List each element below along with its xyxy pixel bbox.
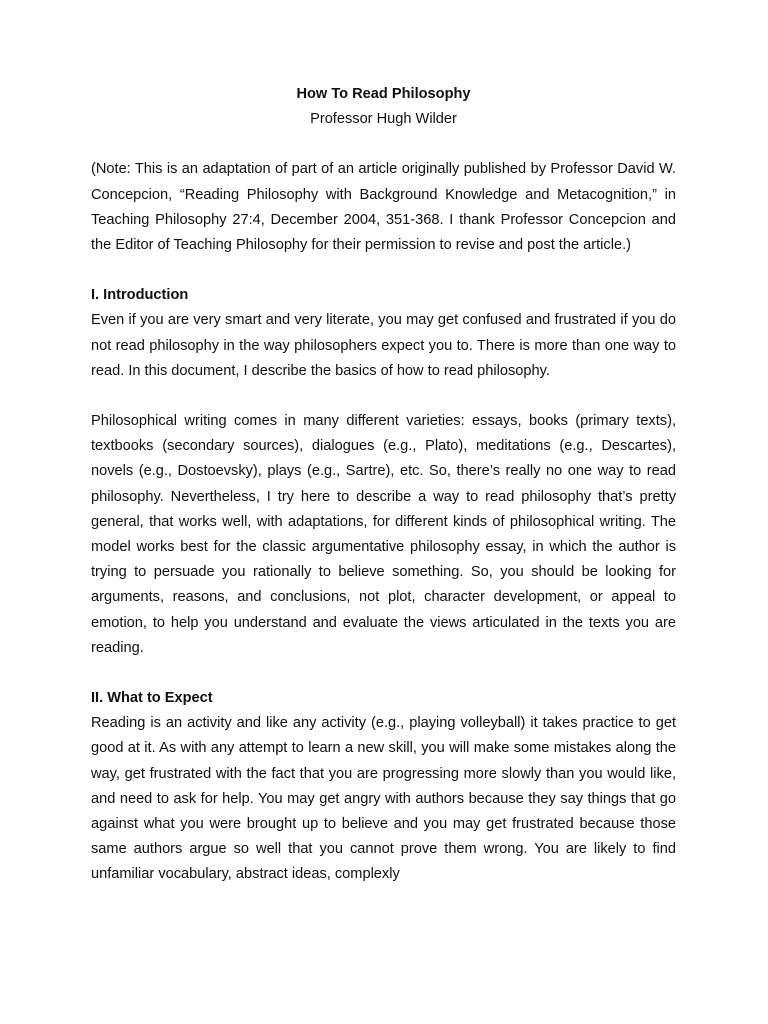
document-title: How To Read Philosophy: [296, 86, 471, 102]
document-author: Professor Hugh Wilder: [310, 111, 457, 128]
introduction-paragraph-2: Philosophical writing comes in many different varieties: essays, books (primary texts), textbooks (secondary sources), dialogues (e.g., Plato), meditations (e.g., Descartes), novels (e.g., Dostoevsky), plays (e.g., Sartre), etc. So, there’s really no one way to read philosophy. Nevertheless, I try here to describe a way to read philosophy that’s pretty general, that works well, with adaptations, for different kinds of philosophical writing. The model works best for the classic argumentative philosophy essay, in which the author is trying to persuade you rationally to believe something. So, you should be looking for arguments, reasons, and conclusions, not plot, character development, or appeal to emotion, to help you understand and evaluate the views articulated in the texts you are reading.: [91, 413, 676, 656]
introduction-paragraph-1: Even if you are very smart and very literate, you may get confused and frustrated if you do not read philosophy in the way philosophers expect you to. There is more than one way to read. In this document, I describe the basics of how to read philosophy.: [91, 312, 676, 379]
what-to-expect-paragraph-1: Reading is an activity and like any activity (e.g., playing volleyball) it takes practice to get good at it. As with any attempt to learn a new skill, you will make some mistakes along the way, get frustrated with the fact that you are progressing more slowly than you would like, and need to ask for help. You may get angry with authors because they say things that go against what you were brought up to believe and you may get frustrated because those same authors argue so well that you cannot prove them wrong. You are likely to find unfamiliar vocabulary, abstract ideas, complexly: [91, 715, 676, 883]
adaptation-note: (Note: This is an adaptation of part of an article originally published by Professor David W. Concepcion, “Reading Philosophy with Background Knowledge and Metacognition,” in Teaching Philosophy 27:4, December 2004, 351-368. I thank Professor Concepcion and the Editor of Teaching Philosophy for their permission to revise and post the article.): [91, 161, 676, 254]
section-heading-introduction: I. Introduction: [91, 287, 189, 304]
document-page: [91, 82, 676, 913]
section-heading-what-to-expect: II. What to Expect: [91, 690, 213, 707]
